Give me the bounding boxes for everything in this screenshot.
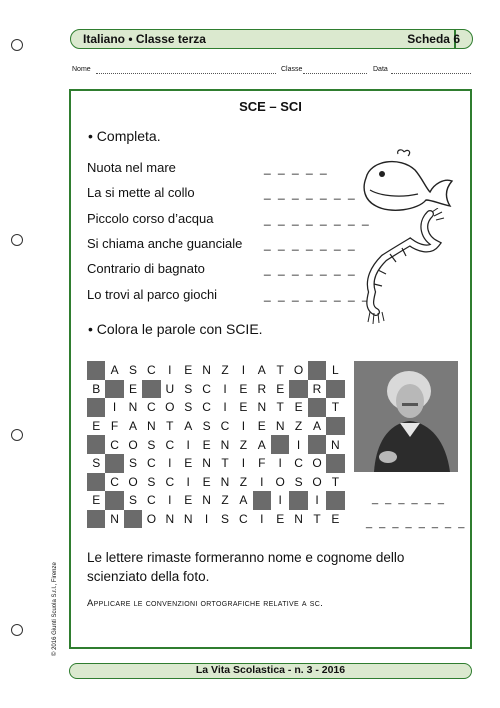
grid-cell[interactable]: U	[165, 381, 175, 396]
page-header	[70, 29, 473, 49]
grid-cell-shaded[interactable]	[105, 491, 123, 510]
grid-cell[interactable]: T	[221, 456, 229, 471]
grid-cell[interactable]: I	[223, 400, 227, 415]
grid-cell[interactable]: Z	[239, 437, 248, 452]
grid-cell[interactable]: N	[183, 512, 193, 527]
grid-cell-shaded[interactable]	[308, 435, 326, 454]
grid-cell[interactable]: E	[257, 419, 266, 434]
grid-cell[interactable]: Z	[221, 493, 229, 508]
grid-cell-shaded[interactable]	[87, 398, 105, 417]
grid-cell[interactable]: E	[294, 400, 303, 415]
grid-cell[interactable]: N	[202, 363, 211, 378]
grid-cell[interactable]: E	[92, 419, 101, 434]
instructions-paragraph: Le lettere rimaste formeranno nome e cognome dello scienziato della foto.	[87, 550, 405, 584]
grid-cell[interactable]: S	[128, 456, 137, 471]
binder-hole	[11, 429, 23, 441]
grid-cell-shaded[interactable]	[326, 454, 344, 473]
grid-cell[interactable]: A	[257, 363, 266, 378]
grid-cell[interactable]: I	[260, 474, 264, 489]
grid-cell[interactable]: I	[168, 493, 172, 508]
grid-cell[interactable]: C	[220, 419, 230, 434]
grid-cell[interactable]: E	[239, 381, 248, 396]
grid-cell[interactable]: I	[278, 456, 282, 471]
grid-cell[interactable]: N	[165, 512, 175, 527]
grid-cell[interactable]: N	[257, 400, 267, 415]
grid-cell[interactable]: E	[239, 400, 248, 415]
binder-hole	[11, 624, 23, 636]
grid-cell[interactable]: R	[257, 381, 267, 396]
grid-cell[interactable]: S	[128, 363, 137, 378]
grid-cell[interactable]: C	[147, 456, 156, 471]
grid-cell-shaded[interactable]	[289, 491, 307, 510]
grid-cell[interactable]: I	[241, 363, 246, 378]
grid-cell[interactable]: I	[168, 363, 172, 378]
grid-cell-shaded[interactable]	[308, 361, 326, 380]
page-title: SCE – SCI	[239, 99, 302, 114]
instruction-color: • Colora le parole con SCIE.	[88, 321, 263, 337]
grid-cell[interactable]: I	[204, 512, 209, 527]
grid-cell[interactable]: T	[166, 419, 174, 434]
grid-cell[interactable]: E	[202, 474, 211, 489]
grid-cell-shaded[interactable]	[326, 417, 344, 436]
grid-cell-shaded[interactable]	[87, 510, 105, 529]
grid-cell[interactable]: N	[331, 437, 340, 452]
grid-cell[interactable]: S	[294, 474, 303, 489]
clue-text: Lo trovi al parco giochi	[87, 286, 218, 302]
class-field[interactable]	[303, 73, 367, 74]
grid-cell[interactable]: S	[184, 381, 193, 396]
grid-cell[interactable]: E	[331, 512, 340, 527]
grid-cell[interactable]: S	[147, 437, 156, 452]
grid-cell[interactable]: Z	[294, 419, 303, 434]
grid-cell[interactable]: I	[186, 474, 190, 489]
page-footer: La Vita Scolastica - n. 3 - 2016	[69, 663, 472, 679]
grid-cell[interactable]: O	[312, 474, 322, 489]
grid-cell[interactable]: I	[186, 437, 190, 452]
grid-cell[interactable]: C	[147, 363, 156, 378]
grid-cell-shaded[interactable]	[142, 380, 160, 399]
grid-cell[interactable]: I	[241, 456, 246, 471]
grid-cell[interactable]: S	[92, 456, 101, 471]
grid-cell[interactable]: O	[128, 437, 138, 452]
clue-answer-blank[interactable]: _ _ _ _ _ _ _	[264, 186, 357, 201]
grid-cell[interactable]: F	[258, 456, 266, 471]
grid-cell[interactable]: I	[223, 381, 227, 396]
grid-cell[interactable]: S	[147, 474, 156, 489]
grid-cell[interactable]: Z	[221, 363, 229, 378]
grid-cell[interactable]: I	[168, 456, 172, 471]
grid-cell[interactable]: C	[294, 456, 303, 471]
grid-cell-shaded[interactable]	[87, 473, 105, 492]
grid-cell-shaded[interactable]	[289, 380, 307, 399]
clue-answer-blank[interactable]: _ _ _ _ _ _ _	[264, 236, 357, 251]
grid-cell[interactable]: T	[276, 400, 284, 415]
grid-cell[interactable]: F	[110, 419, 119, 434]
grid-cell[interactable]: N	[110, 512, 119, 527]
grid-cell[interactable]: S	[184, 400, 193, 415]
grid-cell[interactable]: A	[184, 419, 193, 434]
grid-cell[interactable]: T	[313, 512, 321, 527]
answer-last-name[interactable]: _ _ _ _ _ _ _ _	[366, 517, 467, 529]
grid-cell[interactable]: C	[165, 437, 175, 452]
grid-cell[interactable]: O	[293, 363, 304, 378]
grid-cell[interactable]: N	[220, 474, 230, 489]
learning-goal-text: Applicare le convenzioni ortografiche relative a sc.	[87, 598, 324, 609]
binder-hole	[11, 234, 23, 246]
grid-cell[interactable]: N	[202, 493, 211, 508]
grid-cell[interactable]: N	[202, 456, 211, 471]
instruction-complete: • Completa.	[88, 128, 161, 144]
clue-text: Si chiama anche guanciale	[87, 235, 243, 251]
grid-cell[interactable]: N	[147, 419, 156, 434]
subject-label: Italiano • Classe terza	[83, 32, 206, 46]
grid-cell[interactable]: T	[331, 474, 340, 489]
grid-cell[interactable]: C	[239, 512, 248, 527]
grid-cell[interactable]: C	[202, 381, 211, 396]
clue-text: Piccolo corso d’acqua	[87, 210, 214, 226]
grid-cell[interactable]: S	[220, 512, 229, 527]
grid-cell[interactable]: I	[315, 493, 319, 508]
clue-text: La si mette al collo	[87, 185, 195, 201]
grid-cell-shaded[interactable]	[253, 491, 271, 510]
answer-first-name[interactable]: _ _ _ _ _ _	[372, 493, 446, 505]
grid-cell-shaded[interactable]	[105, 454, 123, 473]
grid-cell[interactable]: E	[276, 512, 285, 527]
grid-cell-shaded[interactable]	[87, 361, 105, 380]
grid-cell[interactable]: N	[128, 400, 138, 415]
grid-cell[interactable]: A	[312, 419, 321, 434]
grid-cell[interactable]: A	[257, 437, 266, 452]
grid-cell-shaded[interactable]	[124, 510, 142, 529]
grid-cell[interactable]: C	[147, 493, 156, 508]
grid-cell[interactable]: N	[275, 419, 285, 434]
grid-cell[interactable]: R	[312, 381, 322, 396]
grid-cell-shaded[interactable]	[87, 435, 105, 454]
grid-cell[interactable]: E	[184, 456, 193, 471]
grid-cell[interactable]: E	[184, 363, 193, 378]
grid-cell[interactable]: L	[332, 363, 339, 378]
grid-cell-shaded[interactable]	[105, 380, 123, 399]
learning-goal	[87, 598, 323, 609]
grid-cell[interactable]: E	[92, 493, 101, 508]
grid-cell[interactable]: B	[92, 381, 101, 396]
word-search-grid	[87, 361, 345, 529]
clue-answer-blank[interactable]: _ _ _ _ _ _ _ _	[264, 211, 371, 226]
grid-cell[interactable]: E	[276, 381, 285, 396]
grid-cell[interactable]: T	[331, 400, 340, 415]
grid-cell[interactable]: C	[147, 400, 156, 415]
class-label: Classe	[281, 66, 303, 73]
grid-cell[interactable]: O	[312, 456, 322, 471]
grid-cell[interactable]: Z	[239, 474, 248, 489]
binder-hole	[11, 39, 23, 51]
scientist-photo	[354, 361, 458, 472]
grid-cell-shaded[interactable]	[326, 380, 344, 399]
date-field[interactable]	[391, 73, 471, 74]
grid-cell-shaded[interactable]	[326, 491, 344, 510]
grid-cell[interactable]: E	[184, 493, 193, 508]
grid-cell[interactable]: O	[165, 400, 175, 415]
name-label: Nome	[72, 66, 91, 73]
clue-answer-blank[interactable]: _ _ _ _ _ _ _	[264, 262, 357, 277]
scheda-label: Scheda 6	[407, 32, 460, 46]
scarf-illustration	[360, 208, 460, 328]
grid-cell[interactable]: A	[110, 363, 119, 378]
grid-cell[interactable]: O	[146, 512, 157, 527]
copyright-note: © 2016 Giunti Scuola S.r.l., Firenze	[52, 562, 58, 656]
clue-text: Contrario di bagnato	[87, 261, 205, 277]
grid-cell[interactable]: C	[165, 474, 175, 489]
grid-cell[interactable]: A	[128, 419, 137, 434]
grid-cell[interactable]: C	[110, 474, 119, 489]
grid-cell-shaded[interactable]	[271, 435, 289, 454]
name-field[interactable]	[96, 73, 276, 74]
grid-cell[interactable]: I	[296, 437, 301, 452]
grid-cell[interactable]: O	[128, 474, 138, 489]
grid-cell[interactable]: E	[202, 437, 211, 452]
grid-cell-shaded[interactable]	[308, 398, 326, 417]
grid-cell[interactable]: O	[275, 474, 285, 489]
grid-cell[interactable]: N	[220, 437, 230, 452]
grid-cell[interactable]: I	[278, 493, 282, 508]
grid-cell[interactable]: T	[276, 363, 284, 378]
grid-cell[interactable]: I	[241, 419, 246, 434]
grid-cell[interactable]: S	[202, 419, 211, 434]
grid-cell[interactable]: C	[202, 400, 211, 415]
grid-cell[interactable]: C	[110, 437, 119, 452]
grid-cell[interactable]: A	[239, 493, 248, 508]
grid-cell[interactable]: N	[294, 512, 303, 527]
clue-text: Nuota nel mare	[87, 160, 176, 175]
date-label: Data	[373, 66, 388, 73]
clue-answer-blank[interactable]: _ _ _ _ _	[264, 161, 329, 175]
clue-answer-blank[interactable]: _ _ _ _ _ _ _ _	[264, 287, 371, 302]
grid-cell[interactable]: I	[112, 400, 117, 415]
grid-cell[interactable]: S	[128, 493, 137, 508]
grid-cell[interactable]: E	[128, 381, 137, 396]
grid-cell[interactable]: I	[260, 512, 264, 527]
